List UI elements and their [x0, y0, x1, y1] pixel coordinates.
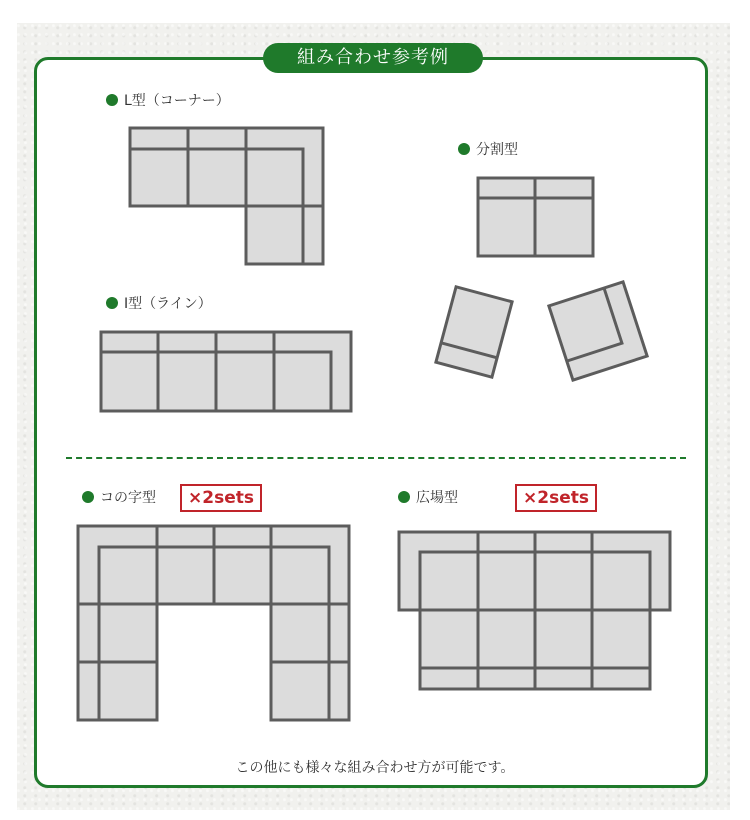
sofa-module — [214, 526, 271, 604]
ko-type-sets-badge: ×2sets — [180, 484, 262, 512]
wide-type-sofa-diagram — [399, 532, 670, 689]
sofa-module — [478, 532, 535, 610]
split-type-sofa-diagram — [436, 178, 647, 380]
sofa-corner-module — [246, 128, 323, 206]
sofa-module — [101, 332, 158, 411]
sofa-module — [188, 128, 246, 206]
sofa-corner-module — [399, 532, 478, 610]
sofa-module — [478, 610, 535, 689]
page-title: 組み合わせ参考例 — [263, 43, 483, 73]
sofa-module — [78, 662, 157, 720]
sofa-module — [420, 610, 478, 689]
wide-type-sets-badge: ×2sets — [515, 484, 597, 512]
ko-type-sofa-diagram — [78, 526, 349, 720]
i-type-sofa-diagram — [101, 332, 351, 411]
sofa-module — [216, 332, 274, 411]
rotated-corner-module — [549, 282, 647, 380]
wide-type-label: 広場型 — [398, 489, 458, 507]
sofa-module — [130, 128, 188, 206]
sofa-module — [78, 604, 157, 662]
l-type-label: L型（コーナー） — [106, 92, 230, 110]
sofa-corner-module — [271, 526, 349, 604]
footer-note: この他にも様々な組み合わせ方が可能です。 — [235, 760, 515, 776]
sofa-module — [535, 610, 592, 689]
sofa-corner-module — [274, 332, 351, 411]
sofa-module — [592, 610, 650, 689]
sofa-module — [246, 206, 323, 264]
sofa-corner-module — [549, 282, 647, 380]
sofa-corner-module — [592, 532, 670, 610]
split-type-label: 分割型 — [458, 141, 518, 159]
i-type-label: I型（ライン） — [106, 295, 212, 313]
sofa-module — [436, 287, 512, 377]
l-type-sofa-diagram — [130, 128, 323, 264]
ko-type-label: コの字型 — [82, 489, 156, 507]
rotated-sofa-module — [436, 287, 512, 377]
sofa-module — [157, 526, 214, 604]
sofa-module — [271, 662, 349, 720]
sofa-module — [271, 604, 349, 662]
sofa-module — [535, 178, 593, 256]
sofa-module — [535, 532, 592, 610]
sofa-module — [478, 178, 535, 256]
sofa-module — [158, 332, 216, 411]
sofa-corner-module — [78, 526, 157, 604]
